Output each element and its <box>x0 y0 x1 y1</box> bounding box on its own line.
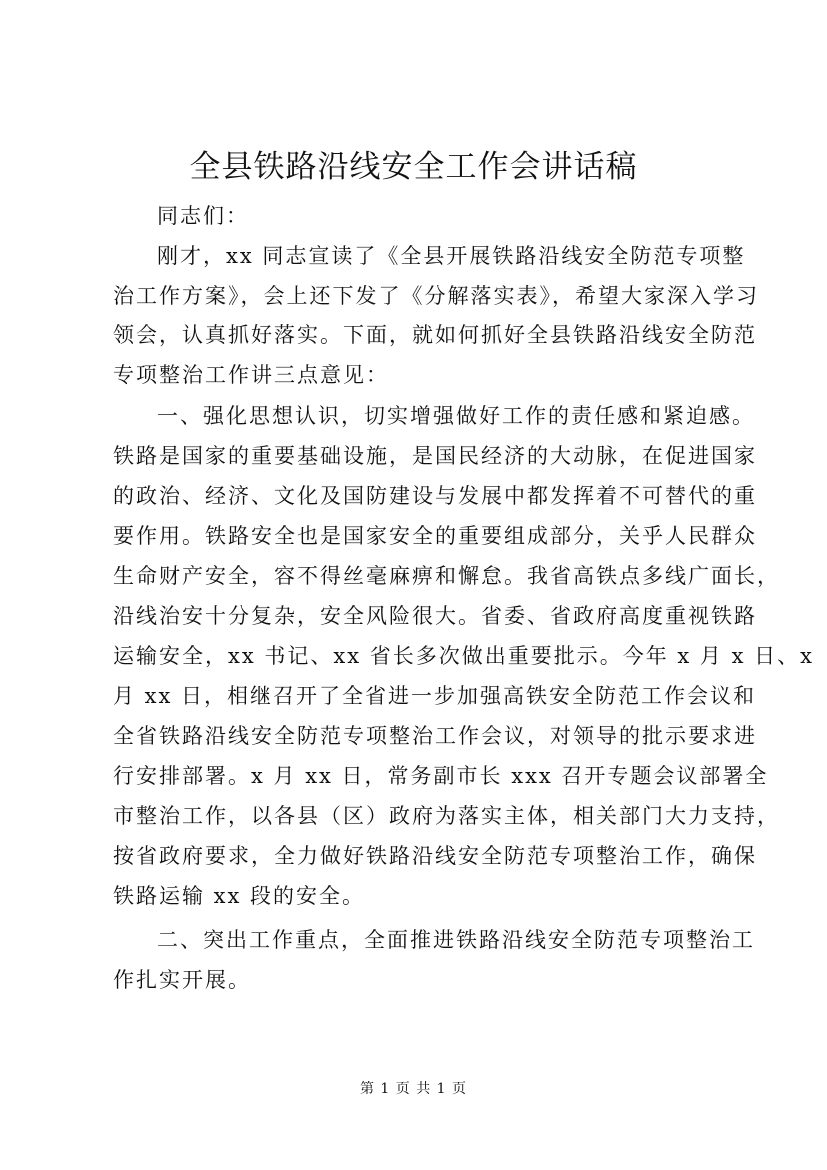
body-line: 铁路运输 xx 段的安全。 <box>113 884 366 908</box>
body-line: 刚才，xx 同志宣读了《全县开展铁路沿线安全防范专项整 <box>157 244 746 268</box>
salutation-line: 同志们： <box>157 204 249 228</box>
body-line: 专项整治工作讲三点意见： <box>113 363 389 387</box>
body-line: 按省政府要求，全力做好铁路沿线安全防范专项整治工作，确保 <box>113 844 757 868</box>
body-line: 的政治、经济、文化及国防建设与发展中都发挥着不可替代的重 <box>113 484 757 508</box>
page-footer: 第 1 页 共 1 页 <box>359 1081 468 1097</box>
body-line: 月 xx 日，相继召开了全省进一步加强高铁安全防范工作会议和 <box>113 684 757 708</box>
document-title: 全县铁路沿线安全工作会讲话稿 <box>189 149 638 185</box>
body-line: 行安排部署。x 月 xx 日，常务副市长 xxx 召开专题会议部署全 <box>113 764 769 788</box>
body-line: 作扎实开展。 <box>113 968 251 992</box>
body-line: 要作用。铁路安全也是国家安全的重要组成部分，关乎人民群众 <box>113 524 757 548</box>
section-heading-2: 二、突出工作重点，全面推进铁路沿线安全防范专项整治工 <box>157 928 755 952</box>
body-line: 生命财产安全，容不得丝毫麻痹和懈怠。我省高铁点多线广面长， <box>113 564 780 588</box>
body-line: 全省铁路沿线安全防范专项整治工作会议，对领导的批示要求进 <box>113 724 757 748</box>
body-line: 运输安全，xx 书记、xx 省长多次做出重要批示。今年 x 月 x 日、x <box>113 644 814 668</box>
body-line: 领会，认真抓好落实。下面，就如何抓好全县铁路沿线安全防范 <box>113 323 757 347</box>
body-line: 市整治工作，以各县（区）政府为落实主体，相关部门大力支持， <box>113 804 780 828</box>
body-line: 治工作方案》，会上还下发了《分解落实表》，希望大家深入学习 <box>113 284 759 308</box>
body-line: 铁路是国家的重要基础设施，是国民经济的大动脉，在促进国家 <box>113 444 757 468</box>
body-line: 沿线治安十分复杂，安全风险很大。省委、省政府高度重视铁路 <box>113 604 757 628</box>
section-heading-1: 一、强化思想认识，切实增强做好工作的责任感和紧迫感。 <box>157 404 755 428</box>
